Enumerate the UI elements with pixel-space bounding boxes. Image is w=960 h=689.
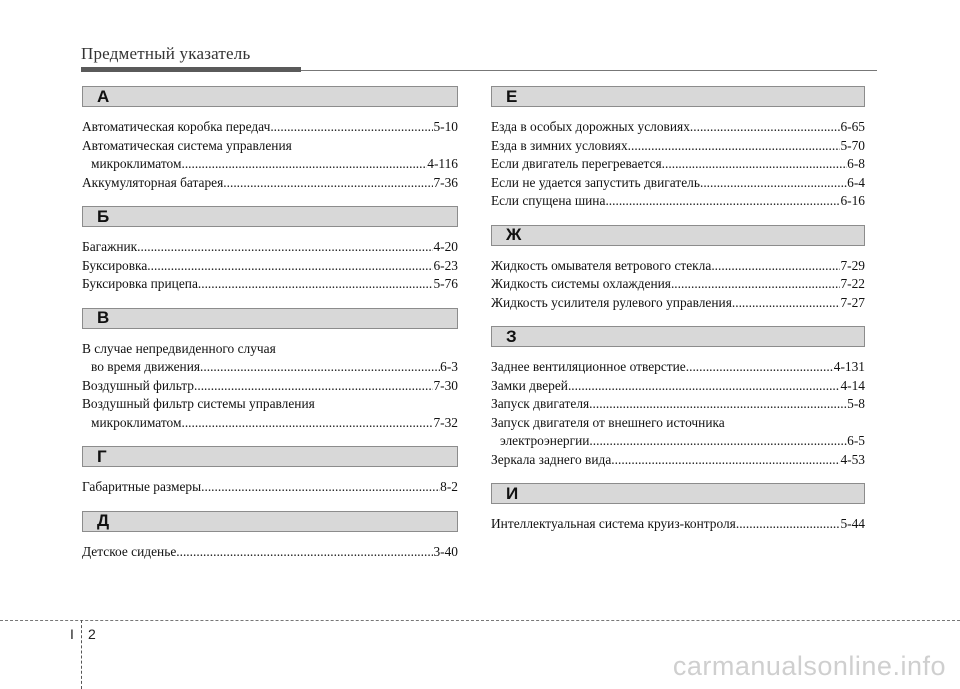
entry-text: Езда в зимних условиях	[491, 137, 628, 153]
index-entry[interactable]	[82, 377, 458, 396]
watermark: carmanualsonline.info	[672, 651, 946, 681]
entry-text: Аккумуляторная батарея	[82, 174, 224, 190]
entry-text: Автоматическая коробка передач	[82, 119, 271, 134]
entry-text: Буксировка	[82, 257, 148, 273]
section-header-i	[491, 483, 865, 504]
entry-text: во время движения	[91, 359, 201, 374]
entry-page: 3-40	[433, 543, 458, 559]
section-header-g	[82, 446, 458, 467]
footer-section-number: I	[70, 626, 74, 642]
title-underline-thick	[81, 67, 301, 72]
index-entry[interactable]	[491, 174, 865, 193]
index-entry[interactable]	[491, 155, 865, 174]
section-letter: Е	[506, 86, 518, 106]
section-header-e	[491, 86, 865, 107]
entry-page: 8-2	[440, 479, 458, 494]
entry-page: 5-10	[433, 119, 458, 134]
index-entry[interactable]	[491, 275, 865, 294]
footer-divider	[0, 620, 960, 621]
index-entry[interactable]	[82, 118, 458, 137]
entry-page: 4-53	[840, 451, 865, 467]
index-entry[interactable]	[491, 118, 865, 137]
index-entry[interactable]	[82, 275, 458, 294]
entry-text: Жидкость усилителя рулевого управления	[491, 294, 732, 310]
index-entry[interactable]	[491, 451, 865, 470]
entry-page: 4-20	[433, 239, 458, 254]
index-entry[interactable]	[491, 137, 865, 156]
section-entries-e	[491, 118, 865, 211]
entry-text: Запуск двигателя от внешнего источника	[491, 414, 725, 430]
entry-text: Жидкость системы охлаждения	[491, 276, 671, 291]
entry-page: 7-29	[840, 257, 865, 273]
entry-text: Запуск двигателя	[491, 396, 590, 411]
section-header-z	[491, 326, 865, 347]
entry-page: 4-116	[427, 156, 458, 171]
section-letter: Б	[97, 206, 110, 226]
entry-page: 7-27	[840, 294, 865, 310]
entry-text: Если спущена шина	[491, 193, 606, 208]
entry-page: 6-8	[847, 156, 865, 171]
footer-page-number: 2	[88, 626, 96, 642]
index-entry[interactable]	[491, 257, 865, 276]
entry-text: Воздушный фильтр системы управления	[82, 396, 315, 411]
section-header-a	[82, 86, 458, 107]
entry-page: 6-23	[433, 257, 458, 273]
section-entries-zh	[491, 257, 865, 313]
entry-page: 5-8	[847, 396, 865, 411]
entry-page: 6-5	[847, 433, 865, 448]
entry-text: Заднее вентиляционное отверстие	[491, 359, 686, 374]
section-entries-i	[491, 515, 865, 534]
section-letter: А	[97, 86, 110, 106]
section-letter: Г	[97, 446, 107, 466]
entry-page: 6-4	[847, 174, 865, 190]
section-entries-a	[82, 118, 458, 192]
entry-text: В случае непредвиденного случая	[82, 340, 276, 356]
entry-page: 5-44	[840, 516, 865, 531]
entry-page: 4-131	[833, 359, 865, 374]
section-header-zh	[491, 225, 865, 246]
page-title: Предметный указатель	[81, 44, 251, 63]
entry-text: электроэнергии	[500, 433, 590, 448]
entry-text: Буксировка прицепа	[82, 276, 198, 291]
entry-text: Если не удается запустить двигатель	[491, 174, 700, 190]
entry-text: микроклиматом	[91, 414, 182, 430]
section-header-d	[82, 511, 458, 532]
index-entry[interactable]	[82, 155, 458, 174]
section-entries-z	[491, 358, 865, 469]
index-entry[interactable]	[491, 358, 865, 377]
entry-text: Езда в особых дорожных условиях	[491, 119, 690, 134]
index-entry[interactable]	[82, 257, 458, 276]
index-entry[interactable]	[82, 478, 458, 497]
entry-page: 5-76	[433, 276, 458, 291]
section-entries-b	[82, 238, 458, 294]
entry-page: 6-3	[440, 359, 458, 374]
entry-page: 6-16	[840, 193, 865, 208]
title-underline-thin	[301, 70, 877, 71]
index-entry[interactable]	[82, 543, 458, 562]
entry-page: 6-65	[840, 119, 865, 134]
entry-text: Интеллектуальная система круиз-контроля	[491, 516, 736, 531]
section-letter: З	[506, 326, 517, 346]
index-entry[interactable]	[82, 414, 458, 433]
index-entry[interactable]	[82, 174, 458, 193]
entry-page: 7-36	[433, 174, 458, 190]
index-entry[interactable]	[82, 358, 458, 377]
section-letter: Д	[97, 511, 110, 530]
section-entries-v	[82, 340, 458, 433]
entry-text: Габаритные размеры	[82, 479, 202, 494]
entry-page: 7-32	[433, 414, 458, 430]
index-entry[interactable]	[82, 238, 458, 257]
index-entry[interactable]	[491, 395, 865, 414]
entry-text: Автоматическая система управления	[82, 137, 292, 153]
section-header-b	[82, 206, 458, 227]
entry-text: микроклиматом	[91, 156, 182, 171]
entry-text: Багажник	[82, 239, 138, 254]
index-entry[interactable]	[491, 377, 865, 396]
entry-text: Если двигатель перегревается	[491, 156, 662, 171]
index-entry[interactable]	[491, 192, 865, 211]
section-entries-d	[82, 543, 458, 562]
index-entry[interactable]	[491, 294, 865, 313]
section-letter: Ж	[506, 225, 522, 244]
entry-page: 4-14	[840, 377, 865, 393]
entry-page: 5-70	[840, 137, 865, 153]
entry-text: Детское сиденье	[82, 543, 177, 559]
entry-page: 7-22	[840, 276, 865, 291]
index-entry[interactable]	[491, 432, 865, 451]
section-letter: В	[97, 308, 110, 327]
entry-page: 7-30	[433, 377, 458, 393]
left-column	[82, 86, 458, 561]
section-header-v	[82, 308, 458, 329]
footer-vertical-divider	[81, 620, 82, 689]
entry-text: Воздушный фильтр	[82, 377, 195, 393]
entry-text: Жидкость омывателя ветрового стекла	[491, 257, 712, 273]
right-column	[491, 86, 865, 534]
index-entry[interactable]	[491, 515, 865, 534]
entry-text: Зеркала заднего вида	[491, 451, 612, 467]
section-letter: И	[506, 483, 519, 503]
entry-text: Замки дверей	[491, 377, 568, 393]
section-entries-g	[82, 478, 458, 497]
